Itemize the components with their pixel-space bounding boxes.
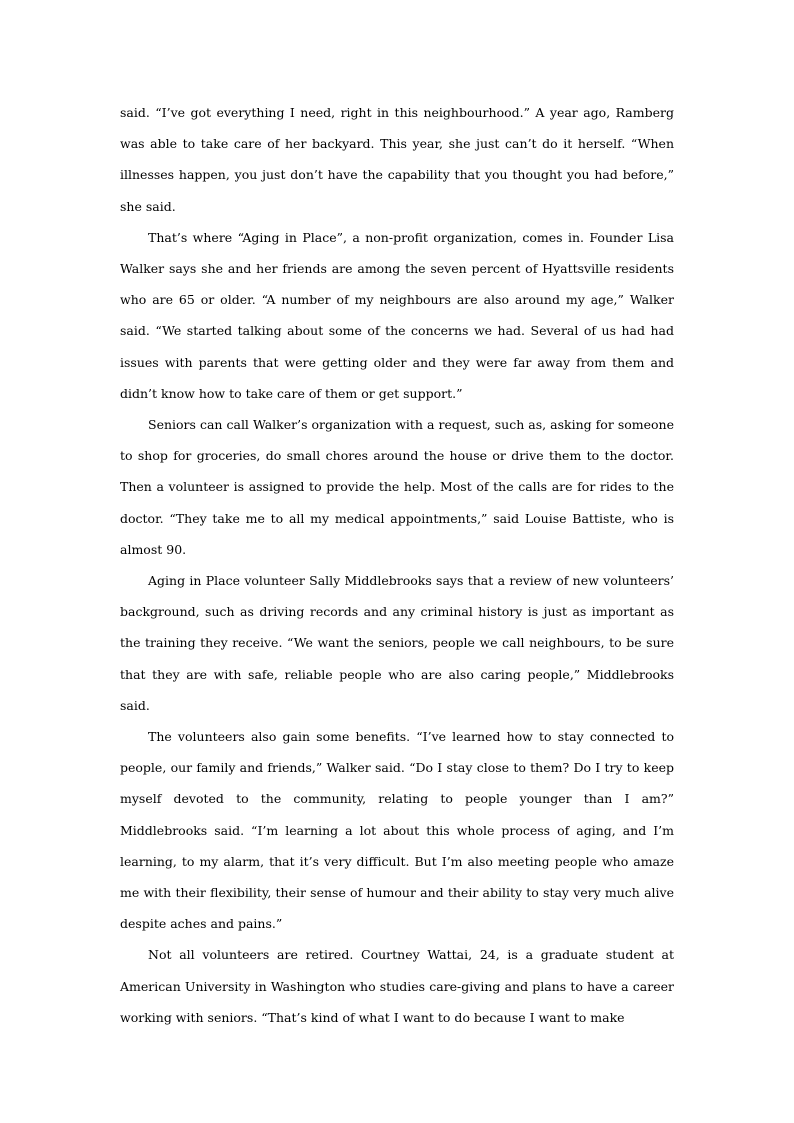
paragraph-6: Not all volunteers are retired. Courtney Wattai, 24, is a graduate student at American University in Washington who studies care-giving and plans to have a career working with seniors. “That’s kind of what I want to do because I want to make bbox=[120, 947, 674, 1025]
paragraph-3: Seniors can call Walker’s organization with a request, such as, asking for someone to shop for groceries, do small chores around the house or drive them to the doctor. Then a volunteer is assigned to provide the help. Most of the calls are for rides to the doctor. “They take me to all my medical appointments,” said Louise Battiste, who is almost 90. bbox=[120, 417, 674, 557]
paragraph-2: That’s where “Aging in Place”, a non-profit organization, comes in. Founder Lisa Walker says she and her friends are among the seven percent of Hyattsville residents who are 65 or older. “A number of my neighbours are also around my age,” Walker said. “We started talking about some of the concerns we had. Several of us had had issues with parents that were getting older and they were far away from them and didn’t know how to take care of them or get support.” bbox=[120, 229, 674, 401]
paragraph-5: The volunteers also gain some benefits. “I’ve learned how to stay connected to people, our family and friends,” Walker said. “Do I stay close to them? Do I try to keep myself devoted to the community, relating to people younger than I am?” Middlebrooks said. “I’m learning a lot about this whole process of aging, and I’m learning, to my alarm, that it’s very difficult. But I’m also meeting people who amaze me with their flexibility, their sense of humour and their ability to stay very much alive despite aches and pains.” bbox=[120, 729, 674, 932]
paragraph-4: Aging in Place volunteer Sally Middlebrooks says that a review of new volunteers’ background, such as driving records and any criminal history is just as important as the training they receive. “We want the seniors, people we call neighbours, to be sure that they are with safe, reliable people who are also caring people,” Middlebrooks said. bbox=[120, 573, 674, 713]
paragraph-1: said. “I’ve got everything I need, right in this neighbourhood.” A year ago, Ramberg was able to take care of her backyard. This year, she just can’t do it herself. “When illnesses happen, you just don’t have the capability that you thought you had before,” she said. bbox=[120, 105, 674, 214]
document-page bbox=[120, 97, 674, 1033]
